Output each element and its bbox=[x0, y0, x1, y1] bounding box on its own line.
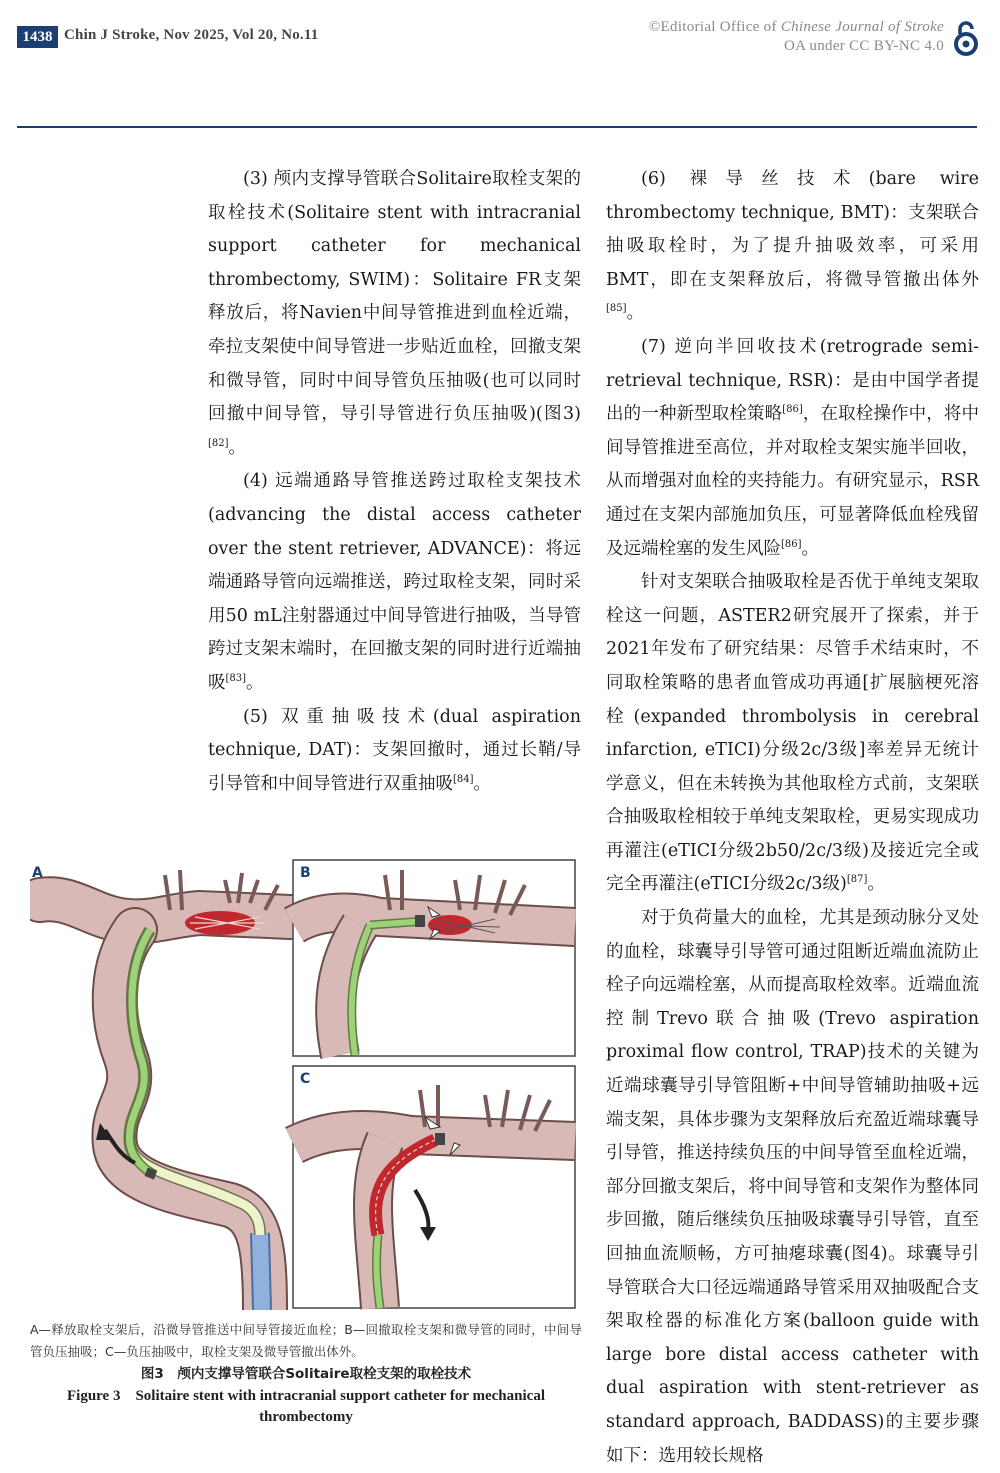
paragraph-dat bbox=[208, 701, 581, 802]
citation: [85] bbox=[606, 303, 627, 315]
page-number: 1438 bbox=[17, 26, 58, 48]
paragraph-text: (4) 远端通路导管推送跨过取栓支架技术(advancing the distal access catheter over the stent retriever, ADVANCE)：将远端通路导管向远端推送，跨过取栓支架，同时采用50 mL注射器通过中间导管进行抽吸，当导管跨过支架末端时，在回撤支架的同时进行近端抽吸 bbox=[208, 471, 581, 693]
citation: [87] bbox=[846, 874, 868, 886]
citation: [83] bbox=[225, 672, 247, 684]
open-access-icon bbox=[952, 20, 980, 56]
left-column bbox=[208, 163, 581, 801]
paragraph-text: ，在取栓操作中，将中间导管推进至高位，并对取栓支架实施半回收，从而增强对血栓的夹持能力。有研究显示，RSR通过在支架内部施加负压，可显著降低血栓残留及远端栓塞的发生风险 bbox=[606, 404, 979, 559]
panel-b-label: B bbox=[300, 865, 311, 881]
punctuation: 。 bbox=[246, 672, 264, 693]
panel-c bbox=[293, 1066, 575, 1308]
paragraph-text: (7) 逆向半回收技术(retrograde semi-retrieval technique, RSR)：是由中国学者提出的一种新型取栓策略 bbox=[606, 336, 979, 425]
panel-b bbox=[293, 860, 575, 1056]
citation: [86] bbox=[782, 404, 803, 416]
paragraph-bmt bbox=[606, 163, 979, 331]
citation: [82] bbox=[208, 437, 229, 449]
figure-note: A—释放取栓支架后，沿微导管推送中间导管接近血栓；B—回撤取栓支架和微导管的同时，中间导管负压抽吸；C—负压抽吸中，取栓支架及微导管撤出体外。 bbox=[30, 1322, 582, 1359]
paragraph-swim bbox=[208, 163, 581, 465]
panel-a bbox=[32, 865, 290, 1310]
right-column bbox=[606, 163, 979, 1473]
journal-info: Chin J Stroke, Nov 2025, Vol 20, No.11 bbox=[64, 27, 319, 43]
figure-3-illustration bbox=[30, 855, 582, 1310]
paragraph-text: (5) 双重抽吸技术(dual aspiration technique, DAT)：支架回撤时，通过长鞘/导引导管和中间导管进行双重抽吸 bbox=[208, 706, 581, 794]
paragraph-aster2 bbox=[606, 566, 979, 902]
paragraph-text: 对于负荷量大的血栓，尤其是颈动脉分叉处的血栓，球囊导引导管可通过阻断近端血流防止栓子向远端栓塞，从而提高取栓效率。近端血流控制Trevo联合抽吸(Trevo aspiration proximal flow control, TRAP)技术的关键为近端球囊导引导管阻断+中间导管辅助抽吸+远端支架，具体步骤为支架释放后充盈近端球囊导引导管，推送持续负压的中间导管至血栓近端，部分回撤支架后，将中间导管和支架作为整体同步回撤，随后继续负压抽吸球囊导引导管，直至回抽血流顺畅，方可抽瘪球囊(图4)。球囊导引导管联合大口径远端通路导管采用双抽吸配合支架取栓器的标准化方案(balloon guide with large bore distal access catheter with dual aspiration with stent-retriever as standard approach, BADDASS)的主要步骤如下：选用较长规格 bbox=[606, 908, 979, 1466]
punctuation: 。 bbox=[626, 303, 645, 324]
paragraph-text: 针对支架联合抽吸取栓是否优于单纯支架取栓这一问题，ASTER2研究展开了探索，并于2021年发布了研究结果：尽管手术结束时，不同取栓策略的患者血管成功再通[扩展脑梗死溶栓(expanded thrombolysis in cerebral infarction, eTICI)分级2c/3级]率差异无统计学意义，但在未转换为其他取栓方式前，支架联合抽吸取栓相较于单纯支架取栓，更易实现成功再灌注(eTICI分级2b50/2c/3级)及接近完全或完全再灌注(eTICI分级2c/3级) bbox=[606, 572, 979, 895]
punctuation: 。 bbox=[473, 773, 492, 794]
punctuation: 。 bbox=[228, 437, 247, 458]
figure-caption-cn: 图3 颅内支撑导管联合Solitaire取栓支架的取栓技术 bbox=[140, 1366, 472, 1382]
paragraph-text: (6) 裸导丝技术(bare wire thrombectomy technique, BMT)：支架联合抽吸取栓时，为了提升抽吸效率，可采用BMT，即在支架释放后，将微导管撤出体外 bbox=[606, 169, 979, 290]
citation: [86] bbox=[781, 538, 802, 550]
copyright-block bbox=[649, 18, 944, 56]
panel-c-label: C bbox=[300, 1071, 311, 1087]
punctuation: 。 bbox=[867, 874, 885, 895]
panel-a-label: A bbox=[32, 865, 43, 881]
figure-caption-en: Figure 3 Solitaire stent with intracranial support catheter for mechanical thrombectomy bbox=[66, 1388, 545, 1425]
citation: [84] bbox=[453, 773, 474, 785]
punctuation: 。 bbox=[801, 538, 820, 559]
license-text: OA under CC BY-NC 4.0 bbox=[783, 38, 944, 54]
copyright-journal: Chinese Journal of Stroke bbox=[780, 19, 944, 35]
paragraph-text: (3) 颅内支撑导管联合Solitaire取栓支架的取栓技术(Solitaire stent with intracranial support catheter for mechanical thrombectomy, SWIM)：Solitaire FR支架释放后，将Navien中间导管推进到血栓近端，牵拉支架使中间导管进一步贴近血栓，回撤支架和微导管，同时中间导管负压抽吸(也可以同时回撤中间导管，导引导管进行负压抽吸)(图3) bbox=[208, 169, 581, 425]
figure-3 bbox=[30, 855, 582, 1310]
copyright-prefix: ©Editorial Office of bbox=[648, 19, 781, 35]
header-divider bbox=[17, 126, 977, 128]
paragraph-advance bbox=[208, 465, 581, 700]
paragraph-rsr bbox=[606, 331, 979, 566]
paragraph-trap bbox=[606, 902, 979, 1473]
